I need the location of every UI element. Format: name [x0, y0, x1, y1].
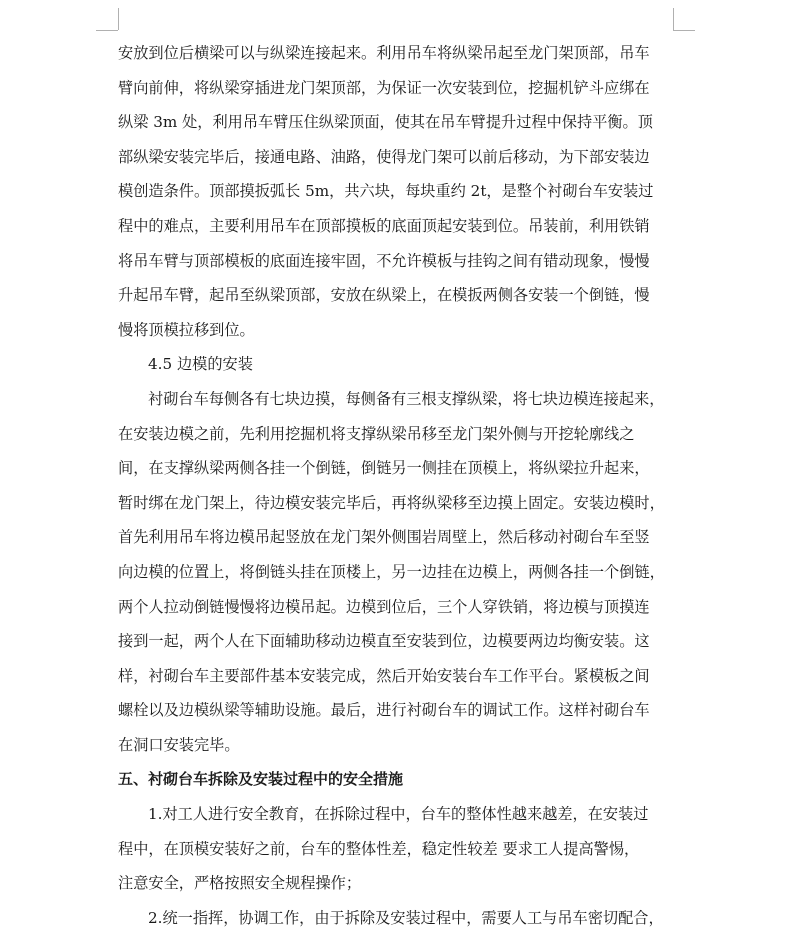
text-line: 程中，在顶模安装好之前，台车的整体性差，稳定性较差 要求工人提高警惕， — [118, 839, 640, 858]
text-line: 将吊车臂与顶部模板的底面连接牢固，不允许模板与挂钩之间有错动现象，慢慢 — [118, 251, 650, 270]
text-line: 纵梁 3m 处，利用吊车臂压住纵梁顶面，使其在吊车臂提升过程中保持平衡。顶 — [118, 113, 653, 132]
text-line: 1.对工人进行安全教育，在拆除过程中，台车的整体性越来越差，在安装过 — [148, 805, 649, 824]
text-line: 在洞口安装完毕。 — [118, 735, 240, 754]
text-line: 部纵梁安装完毕后，接通电路、油路，使得龙门架可以前后移动，为下部安装边 — [118, 147, 650, 166]
text-line: 安放到位后横梁可以与纵梁连接起来。利用吊车将纵梁吊起至龙门架顶部，吊车 — [118, 44, 650, 62]
text-line: 间，在支撑纵梁两侧各挂一个倒链，倒链另一侧挂在顶模上，将纵梁拉升起来， — [118, 459, 650, 478]
text-line: 样，衬砌台车主要部件基本安装完成，然后开始安装台车工作平台。紧模板之间 — [118, 666, 650, 685]
text-line: 臂向前伸，将纵梁穿插进龙门架顶部，为保证一次安装到位，挖掘机铲斗应绑在 — [118, 78, 650, 97]
document-body — [118, 36, 678, 935]
text-line: 衬砌台车每侧各有七块边摸，每侧备有三根支撑纵梁，将七块边模连接起来， — [148, 389, 665, 408]
text-line: 在安装边模之前，先利用挖掘机将支撑纵梁吊移至龙门架外侧与开挖轮廓线之 — [118, 424, 635, 443]
section-subheading: 4.5 边模的安装 — [148, 355, 253, 374]
text-line: 暂时绑在龙门架上，待边模安装完毕后，再将纵梁移至边摸上固定。安装边模时， — [118, 493, 665, 512]
crop-mark-top-left-vertical — [118, 8, 119, 30]
section-heading: 五、衬砌台车拆除及安装过程中的安全措施 — [118, 770, 404, 789]
crop-mark-top-left-horizontal — [96, 30, 118, 31]
text-line: 慢将顶模拉移到位。 — [118, 320, 255, 339]
text-line: 螺栓以及边模纵梁等辅助设施。最后，进行衬砌台车的调试工作。这样衬砌台车 — [118, 701, 650, 720]
text-line: 首先利用吊车将边模吊起竖放在龙门架外侧围岩周壁上，然后移动衬砌台车至竖 — [118, 528, 650, 547]
text-line: 向边模的位置上，将倒链头挂在顶楼上，另一边挂在边模上，两侧各挂一个倒链， — [118, 562, 665, 581]
crop-mark-top-right-horizontal — [673, 30, 695, 31]
crop-mark-top-right-vertical — [673, 8, 674, 30]
text-line: 2.统一指挥，协调工作，由于拆除及安装过程中，需要人工与吊车密切配合， — [148, 908, 664, 927]
text-line: 升起吊车臂，起吊至纵梁顶部，安放在纵梁上，在模扳两侧各安装一个倒链，慢 — [118, 286, 650, 305]
text-line: 模创造条件。顶部摸扳弧长 5m，共六块，每块重约 2t，是整个衬砌台车安装过 — [118, 182, 654, 201]
text-line: 注意安全，严格按照安全规程操作； — [118, 874, 361, 893]
text-line: 程中的难点，主要利用吊车在顶部摸板的底面顶起安装到位。吊装前，利用铁销 — [118, 216, 650, 235]
text-line: 两个人拉动倒链慢慢将边模吊起。边模到位后，三个人穿铁销，将边模与顶摸连 — [118, 597, 650, 616]
text-line: 接到一起，两个人在下面辅助移动边模直至安装到位，边模要两边均衡安装。这 — [118, 632, 650, 651]
